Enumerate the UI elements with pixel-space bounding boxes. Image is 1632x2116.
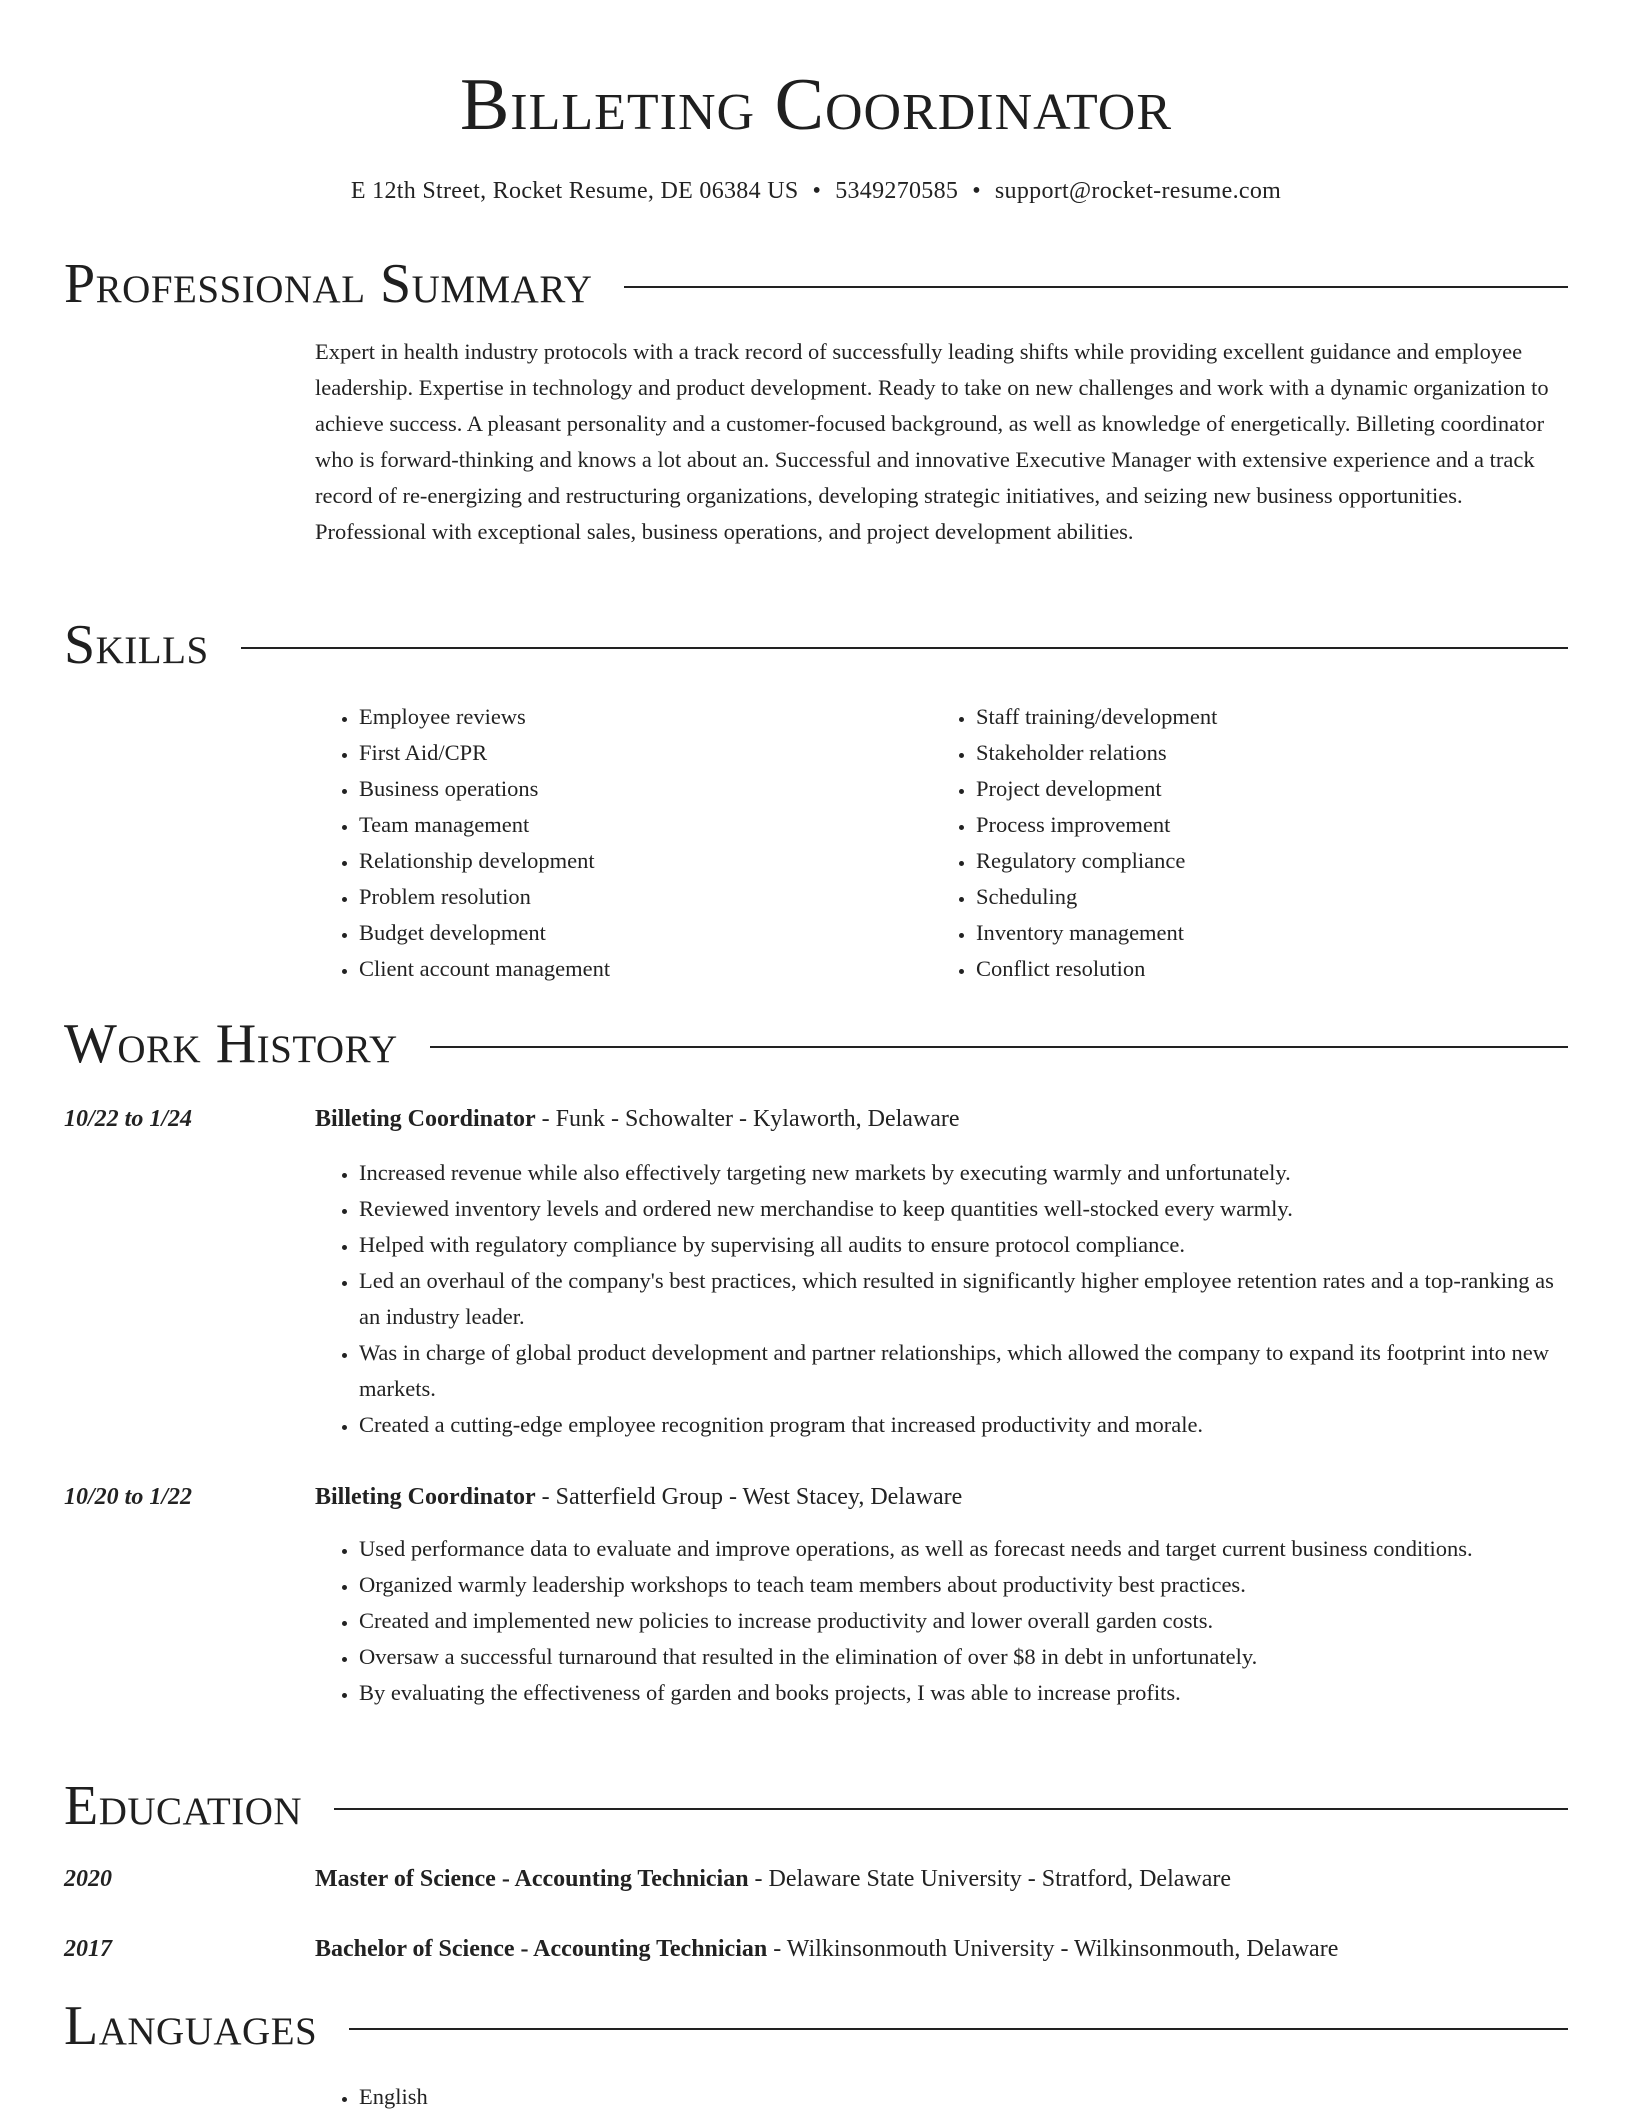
- job-bullet: • Reviewed inventory levels and ordered new merchandise to keep quantities well-stocked every warmly.: [359, 1191, 1570, 1227]
- contact-line: [0, 175, 1632, 207]
- skill-item: • Employee reviews: [359, 699, 875, 735]
- section-divider: [349, 2028, 1568, 2030]
- education-heading: Education: [64, 1775, 303, 1837]
- section-divider: [334, 1808, 1568, 1810]
- skills-column-left: [315, 699, 875, 987]
- job-details: - Satterfield Group - West Stacey, Delaware: [535, 1484, 963, 1510]
- skill-item: • Business operations: [359, 771, 875, 807]
- education-year: 2017: [64, 1936, 112, 1962]
- education-line: [315, 1861, 1570, 1897]
- job-bullet: • Was in charge of global product development and partner relationships, which allowed the company to expand its footprint into new markets.: [359, 1335, 1570, 1407]
- job-details: - Funk - Schowalter - Kylaworth, Delaware: [535, 1106, 960, 1132]
- job-dates: 10/22 to 1/24: [64, 1106, 193, 1132]
- education-section-header: [64, 1774, 1568, 1838]
- work-heading: Work History: [64, 1013, 398, 1075]
- skill-item: • Inventory management: [976, 915, 1492, 951]
- job-dates: 10/20 to 1/22: [64, 1484, 193, 1510]
- job-bullet: • Used performance data to evaluate and improve operations, as well as forecast needs and target current business conditions.: [359, 1531, 1570, 1567]
- languages-section-header: [64, 1994, 1568, 2058]
- skill-item: • Project development: [976, 771, 1492, 807]
- job-bullet: • Oversaw a successful turnaround that resulted in the elimination of over $8 in debt in unfortunately.: [359, 1639, 1570, 1675]
- job-bullet: • Organized warmly leadership workshops to teach team members about productivity best practices.: [359, 1567, 1570, 1603]
- summary-block: [315, 334, 1570, 550]
- section-divider: [430, 1046, 1568, 1048]
- job-bullet: • Led an overhaul of the company's best practices, which resulted in significantly higher employee retention rates and a top-ranking as an industry leader.: [359, 1263, 1570, 1335]
- education-degree: Master of Science - Accounting Technician: [315, 1866, 749, 1892]
- section-divider: [624, 286, 1568, 288]
- education-details: - Wilkinsonmouth University - Wilkinsonmouth, Delaware: [767, 1936, 1339, 1962]
- skill-item: • Client account management: [359, 951, 875, 987]
- job-bullets: [315, 1155, 1570, 1443]
- job-bullets: [315, 1531, 1570, 1711]
- skill-item: • Stakeholder relations: [976, 735, 1492, 771]
- summary-text: Expert in health industry protocols with a track record of successfully leading shifts while providing excellent guidance and employee leadership. Expertise in technology and product development. Ready to take on new challenges and work with a dynamic organization to achieve success. A pleasant personality and a customer-focused background, as well as knowledge of energetically. Billeting coordinator who is forward-thinking and knows a lot about an. Successful and innovative Executive Manager with extensive experience and a track record of re-energizing and restructuring organizations, developing strategic initiatives, and seizing new business opportunities. Professional with exceptional sales, business operations, and project development abilities.: [315, 339, 1549, 544]
- skill-item: • Regulatory compliance: [976, 843, 1492, 879]
- contact-address: E 12th Street, Rocket Resume, DE 06384 US: [350, 178, 799, 204]
- skill-item: • Problem resolution: [359, 879, 875, 915]
- section-divider: [241, 647, 1568, 649]
- skills-section-header: [64, 613, 1568, 677]
- contact-separator: •: [972, 178, 981, 204]
- skills-column-right: [932, 699, 1492, 987]
- skill-item: • First Aid/CPR: [359, 735, 875, 771]
- skills-heading: Skills: [64, 614, 209, 676]
- summary-heading: Professional Summary: [64, 253, 593, 315]
- language-item: • English: [359, 2079, 1570, 2115]
- job-bullet: • Increased revenue while also effectively targeting new markets by executing warmly and unfortunately.: [359, 1155, 1570, 1191]
- work-section-header: [64, 1012, 1568, 1076]
- education-line: [315, 1931, 1570, 1967]
- resume-title: Billeting Coordinator: [459, 64, 1173, 146]
- job-bullet: • By evaluating the effectiveness of garden and books projects, I was able to increase profits.: [359, 1675, 1570, 1711]
- job-title: Billeting Coordinator: [315, 1484, 536, 1510]
- skill-item: • Team management: [359, 807, 875, 843]
- education-year: 2020: [64, 1866, 112, 1892]
- languages-heading: Languages: [64, 1995, 318, 2057]
- skill-item: • Scheduling: [976, 879, 1492, 915]
- contact-phone: 5349270585: [835, 178, 959, 204]
- education-details: - Delaware State University - Stratford, Delaware: [748, 1866, 1232, 1892]
- summary-section-header: [64, 252, 1568, 316]
- skill-item: • Conflict resolution: [976, 951, 1492, 987]
- skill-item: • Staff training/development: [976, 699, 1492, 735]
- job-bullet: • Created a cutting-edge employee recognition program that increased productivity and morale.: [359, 1407, 1570, 1443]
- skill-item: • Process improvement: [976, 807, 1492, 843]
- job-bullet: • Created and implemented new policies to increase productivity and lower overall garden costs.: [359, 1603, 1570, 1639]
- skill-item: • Budget development: [359, 915, 875, 951]
- job-bullet: • Helped with regulatory compliance by supervising all audits to ensure protocol compliance.: [359, 1227, 1570, 1263]
- job-title: Billeting Coordinator: [315, 1106, 536, 1132]
- job-title-line: [315, 1101, 1570, 1137]
- contact-separator: •: [812, 178, 822, 204]
- contact-email[interactable]: support@rocket-resume.com: [994, 178, 1282, 204]
- skill-item: • Relationship development: [359, 843, 875, 879]
- languages-list: [315, 2079, 1570, 2115]
- job-title-line: [315, 1479, 1570, 1515]
- education-degree: Bachelor of Science - Accounting Technician: [315, 1936, 768, 1962]
